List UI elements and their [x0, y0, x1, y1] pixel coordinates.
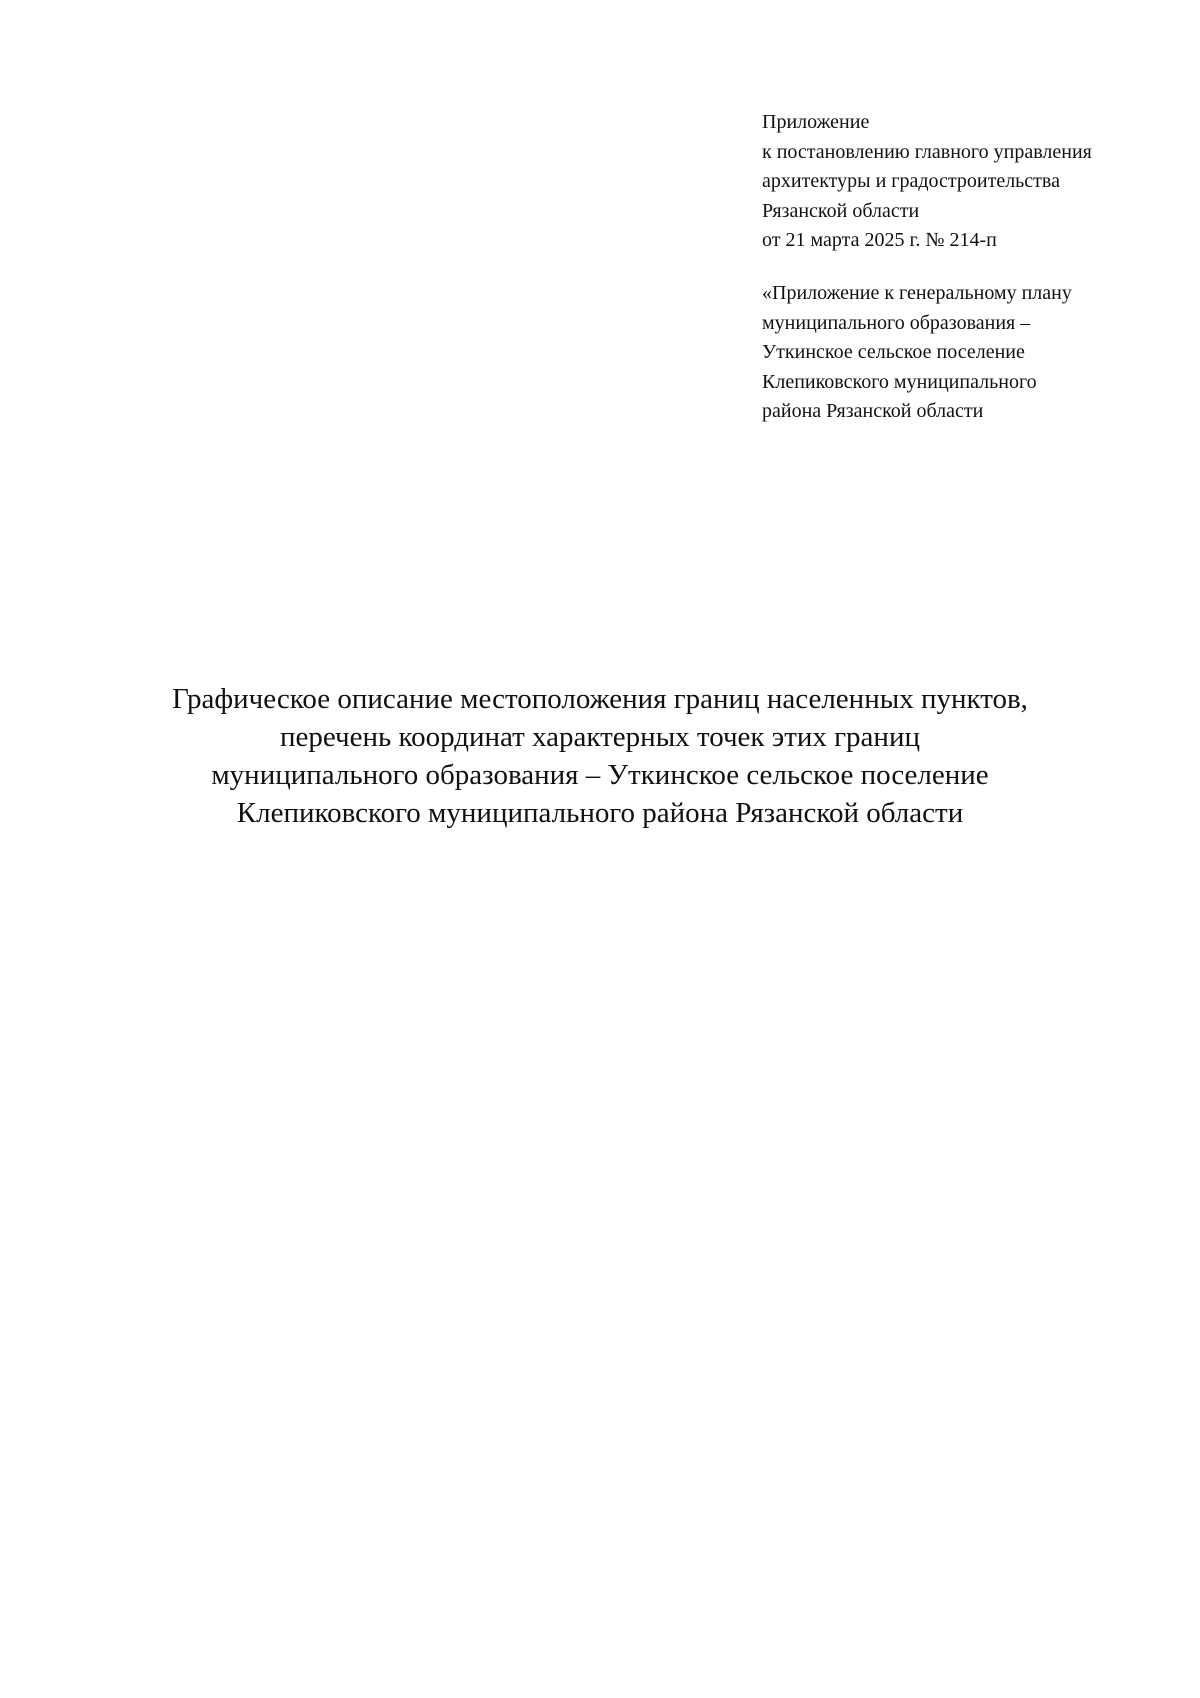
document-title: [100, 680, 1100, 832]
approval-line: архитектуры и градостроительства: [762, 170, 1060, 192]
document-title-line: перечень координат характерных точек этих границ: [280, 721, 920, 753]
appendix-reference-line: муниципального образования –: [762, 311, 1031, 334]
document-title-line: Клепиковского муниципального района Рязанской области: [236, 797, 964, 829]
approval-header: [762, 108, 1182, 256]
document-title-line: муниципального образования – Уткинское сельское поселение: [211, 759, 989, 791]
approval-line: Приложение: [762, 111, 870, 133]
appendix-reference: [762, 279, 1182, 427]
appendix-reference-line: Клепиковского муниципального: [762, 370, 1037, 393]
document-title-line: Графическое описание местоположения границ населенных пунктов,: [172, 683, 1028, 715]
approval-line: Рязанской области: [762, 199, 920, 222]
approval-date-line: от 21 марта 2025 г. № 214-п: [762, 229, 997, 251]
approval-line: к постановлению главного управления: [762, 140, 1092, 163]
appendix-reference-line: Уткинское сельское поселение: [762, 341, 1025, 363]
appendix-reference-line: района Рязанской области: [762, 400, 984, 422]
appendix-reference-line: «Приложение к генеральному плану: [762, 282, 1072, 304]
